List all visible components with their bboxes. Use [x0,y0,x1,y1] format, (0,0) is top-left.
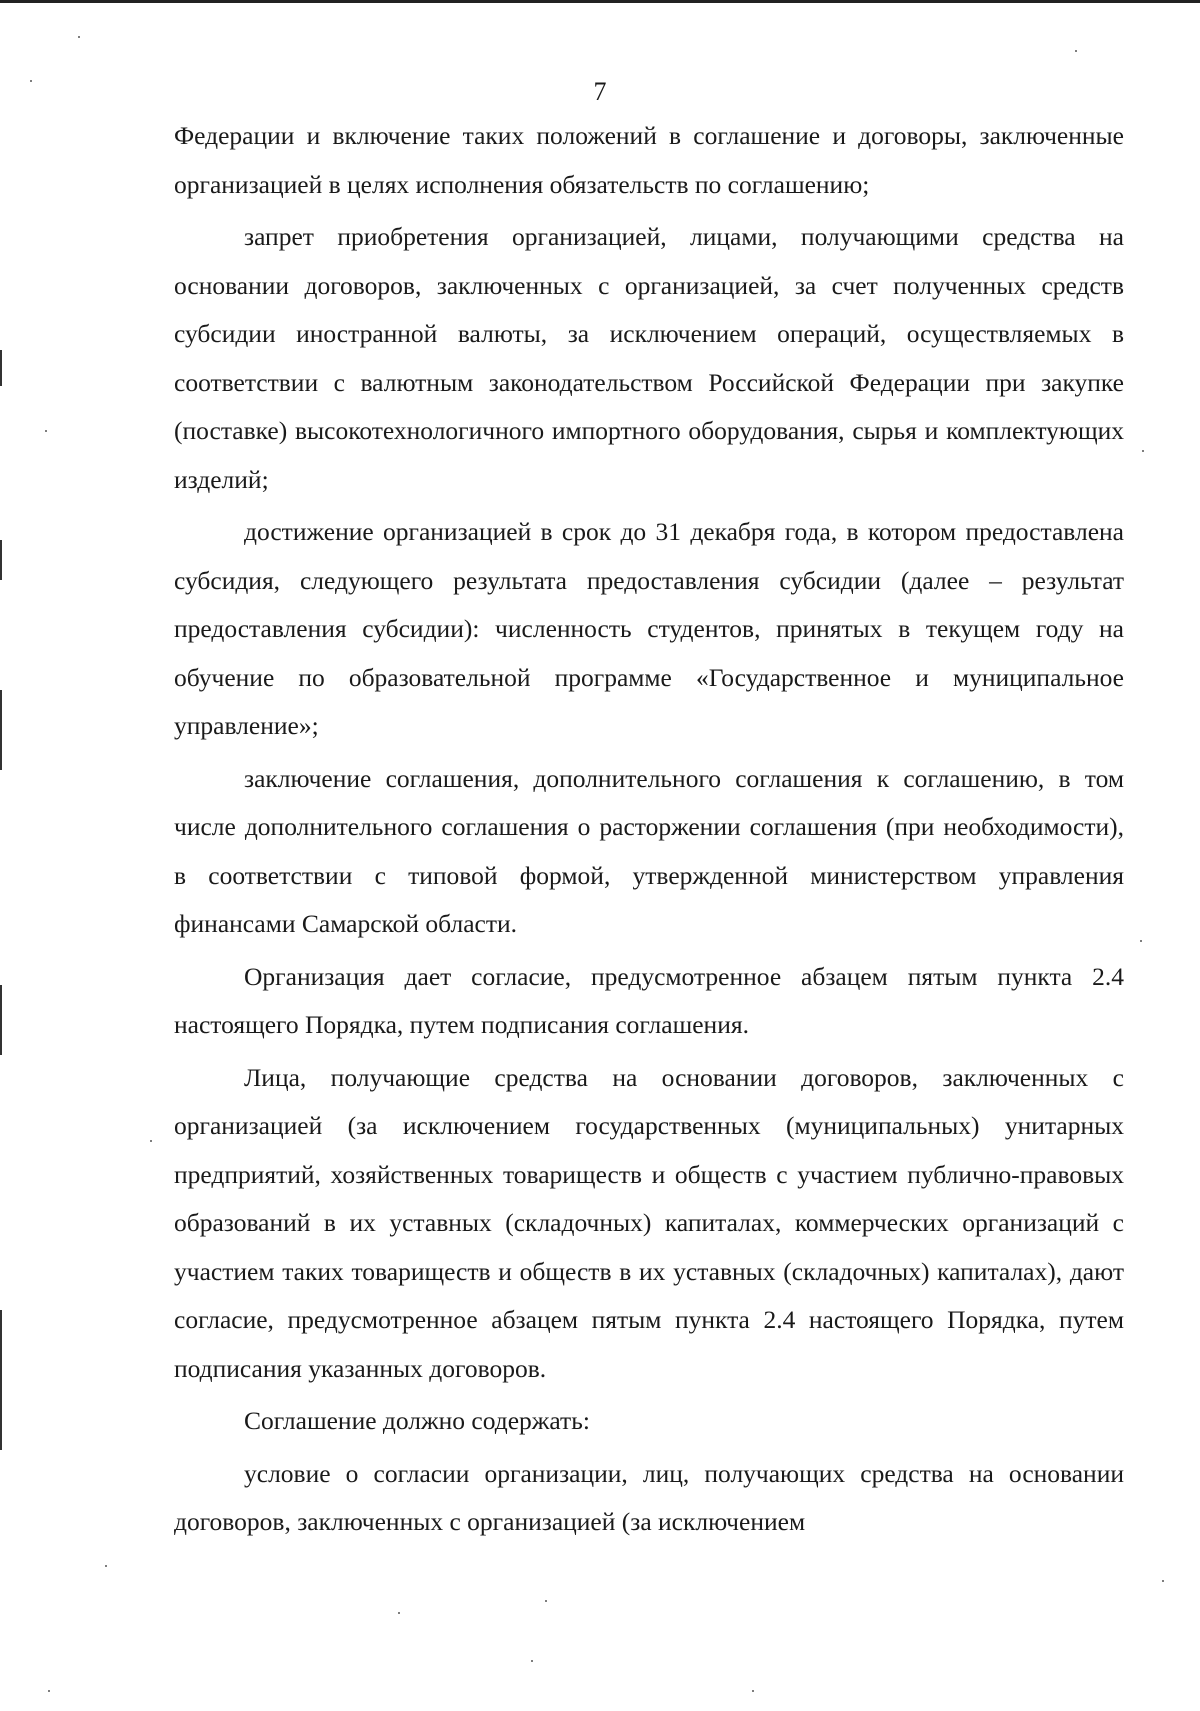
scan-speck [78,36,80,38]
document-body [174,112,1124,1551]
scan-speck [752,1690,754,1692]
body-paragraph: заключение соглашения, дополнительного соглашения к соглашению, в том числе дополнительного соглашения о расторжении соглашения (при необходимости), в соответствии с типовой формой, утвержденной министерством управления финансами Самарской области. [174,763,1124,938]
scan-speck [398,1612,400,1614]
scan-speck [1142,450,1144,452]
scan-left-edge-mark-3 [0,690,2,770]
scan-left-edge-mark-5 [0,1310,2,1450]
scan-speck [105,1565,107,1567]
scan-speck [1075,50,1077,52]
scan-speck [1140,940,1142,942]
scan-speck [45,430,47,432]
page-number: 7 [593,77,607,106]
body-paragraph: условие о согласии организации, лиц, получающих средства на основании договоров, заключенных с организацией (за исключением [174,1458,1124,1536]
body-paragraph: Соглашение должно содержать: [244,1406,590,1435]
body-paragraph: Лица, получающие средства на основании договоров, заключенных с организацией (за исключением государственных (муниципальных) унитарных предприятий, хозяйственных товариществ и обществ с участием публично-правовых образований в их уставных (складочных) капиталах, коммерческих организаций с участием таких товариществ и обществ в их уставных (складочных) капиталах), дают согласие, предусмотренное абзацем пятым пункта 2.4 настоящего Порядка, путем подписания указанных договоров. [174,1062,1124,1383]
scan-left-edge-mark-2 [0,540,2,580]
scan-speck [545,1600,547,1602]
body-paragraph: Организация дает согласие, предусмотренное абзацем пятым пункта 2.4 настоящего Порядка, путем подписания соглашения. [174,961,1124,1039]
scan-speck [1162,1580,1164,1582]
scan-left-edge-mark-1 [0,350,2,386]
body-paragraph: запрет приобретения организацией, лицами, получающими средства на основании договоров, заключенных с организацией, за счет полученных средств субсидии иностранной валюты, за исключением операций, осуществляемых в соответствии с валютным законодательством Российской Федерации при закупке (поставке) высокотехнологичного импортного оборудования, сырья и комплектующих изделий; [174,222,1124,494]
scan-speck [531,1660,533,1662]
scan-speck [48,1690,50,1692]
scan-speck [150,1140,152,1142]
body-paragraph: достижение организацией в срок до 31 декабря года, в котором предоставлена субсидия, следующего результата предоставления субсидии (далее – результат предоставления субсидии): численность студентов, принятых в текущем году на обучение по образовательной программе «Государственное и муниципальное управление»; [174,517,1124,740]
scan-left-edge-mark-4 [0,985,2,1055]
body-paragraph: Федерации и включение таких положений в соглашение и договоры, заключенные организацией в целях исполнения обязательств по соглашению; [174,121,1124,199]
scan-top-edge [0,0,1200,3]
